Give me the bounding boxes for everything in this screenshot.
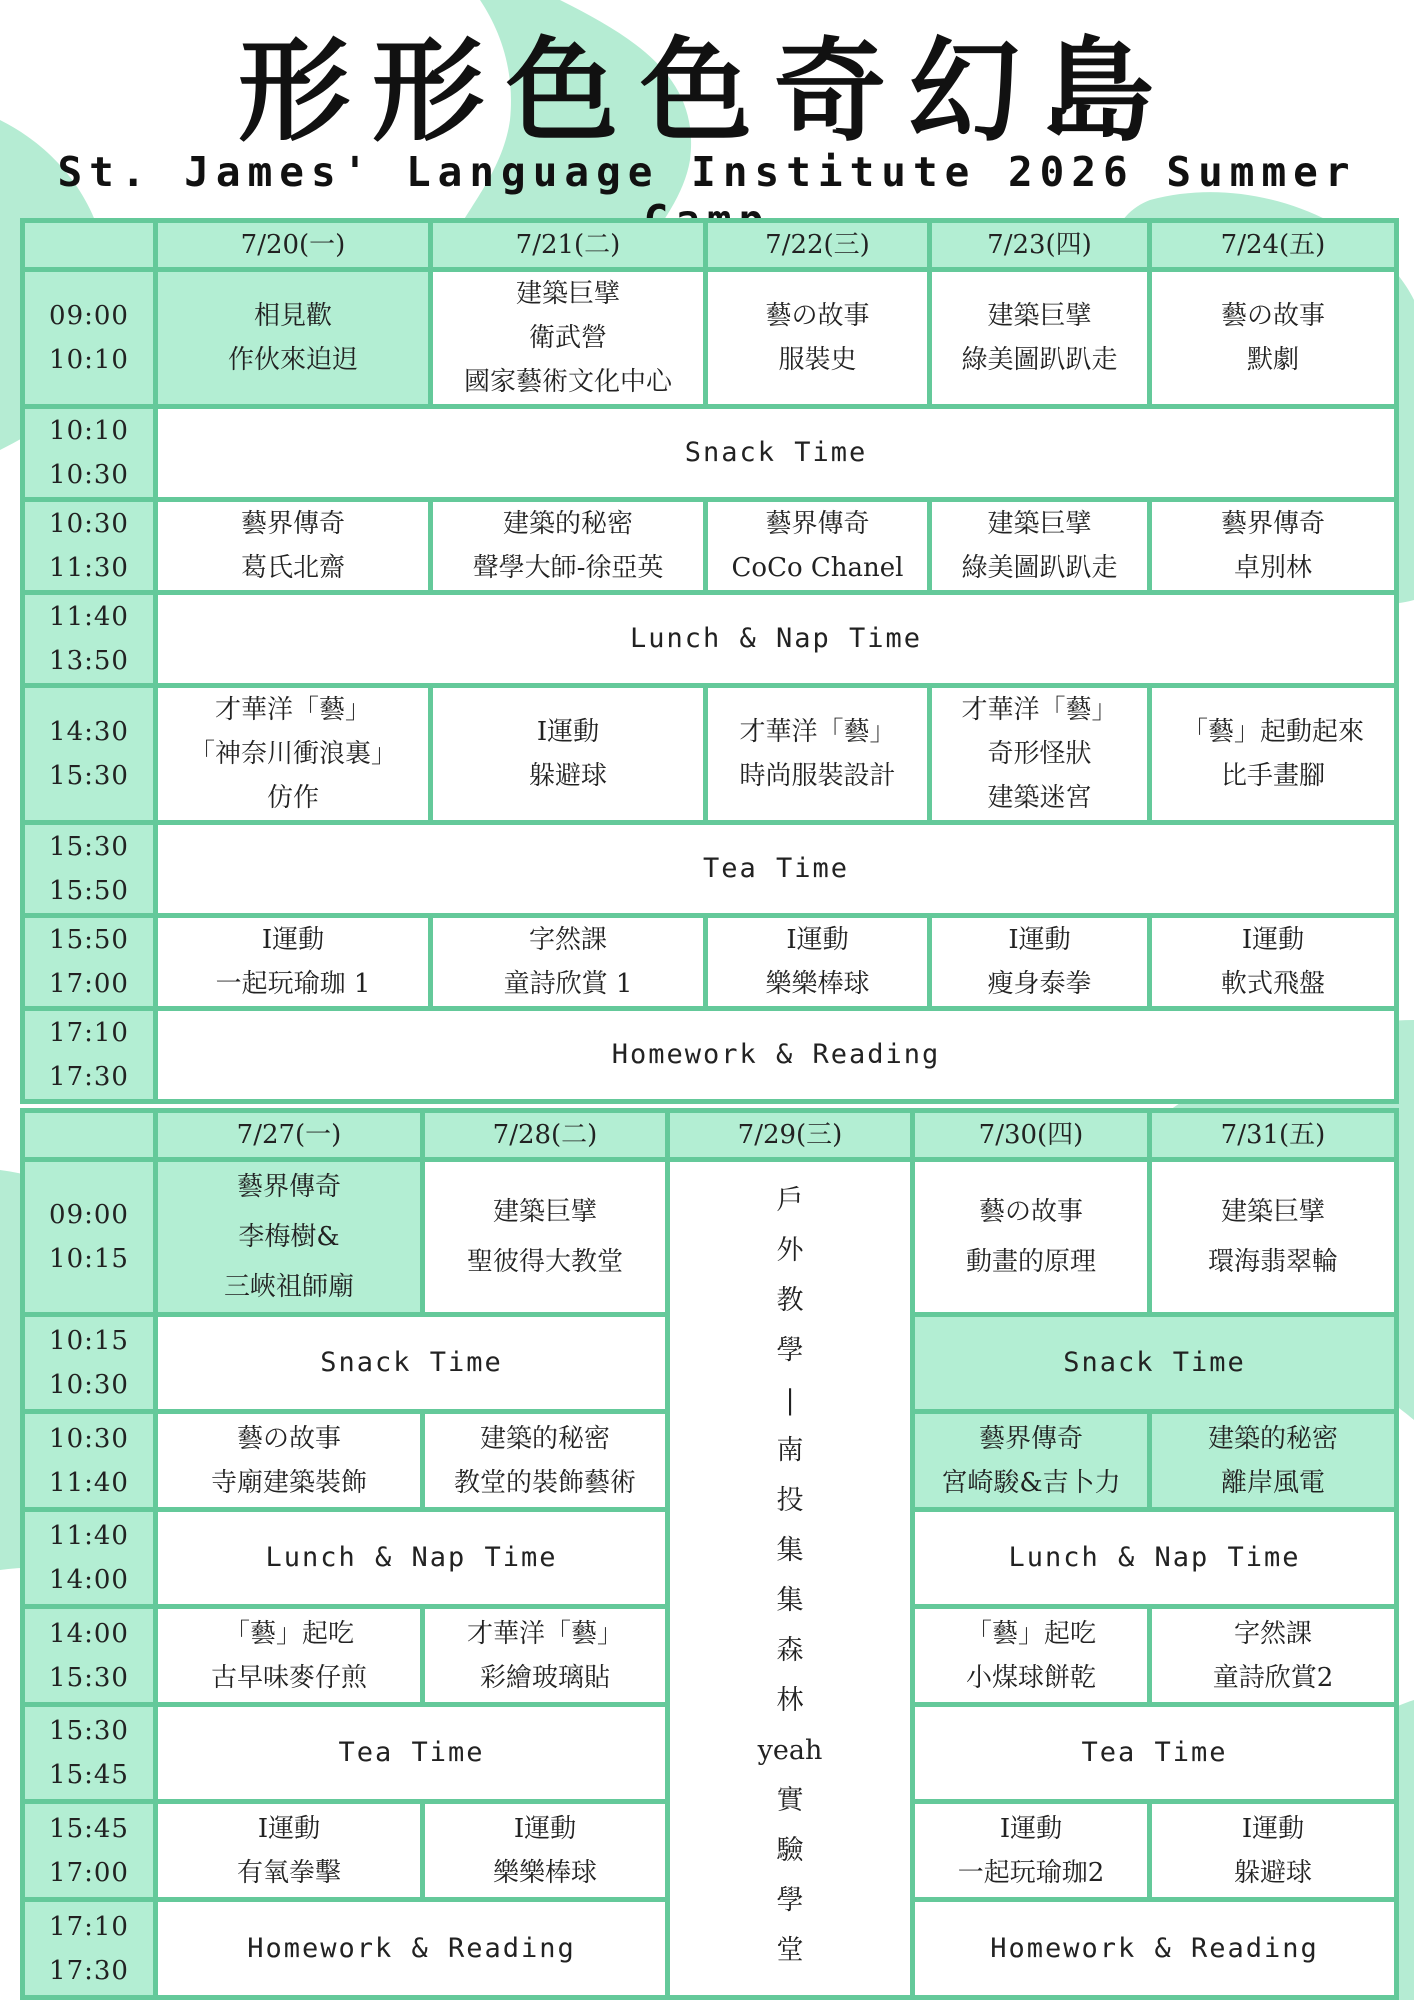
time-cell: 10:10 10:30 xyxy=(23,407,156,500)
homework-reading-cell: Homework & Reading xyxy=(913,1900,1397,1998)
activity-cell: 藝の故事 服裝史 xyxy=(706,270,930,407)
activity-cell: I運動 一起玩瑜珈 1 xyxy=(156,916,431,1009)
activity-cell: 「藝」起動起來 比手畫腳 xyxy=(1150,686,1397,823)
day-header: 7/20(一) xyxy=(156,221,431,270)
activity-cell: 相見歡 作伙來迫迌 xyxy=(156,270,431,407)
activity-cell: 藝の故事 默劇 xyxy=(1150,270,1397,407)
week1-schedule-table xyxy=(20,218,1399,1104)
lunch-time-cell: Lunch & Nap Time xyxy=(156,593,1397,686)
activity-cell: 建築巨擘 綠美圖趴趴走 xyxy=(930,500,1150,593)
day-header: 7/29(三) xyxy=(668,1111,913,1160)
time-cell: 10:30 11:30 xyxy=(23,500,156,593)
day-header: 7/22(三) xyxy=(706,221,930,270)
activity-cell: I運動 有氧拳擊 xyxy=(156,1802,423,1900)
time-cell: 14:00 15:30 xyxy=(23,1607,156,1705)
time-cell: 09:00 10:10 xyxy=(23,270,156,407)
tea-time-cell: Tea Time xyxy=(913,1705,1397,1802)
activity-cell: 藝界傳奇 卓別林 xyxy=(1150,500,1397,593)
tea-time-cell: Tea Time xyxy=(156,823,1397,916)
activity-cell: 字然課 童詩欣賞2 xyxy=(1150,1607,1397,1705)
activity-cell: 建築巨擘 環海翡翠輪 xyxy=(1150,1160,1397,1315)
snack-time-cell: Snack Time xyxy=(913,1315,1397,1412)
lunch-time-cell: Lunch & Nap Time xyxy=(913,1510,1397,1607)
day-header: 7/31(五) xyxy=(1150,1111,1397,1160)
time-cell: 17:10 17:30 xyxy=(23,1900,156,1998)
activity-cell: 字然課 童詩欣賞 1 xyxy=(431,916,706,1009)
activity-cell: I運動 樂樂棒球 xyxy=(423,1802,668,1900)
activity-cell: 建築的秘密 教堂的裝飾藝術 xyxy=(423,1412,668,1510)
time-cell: 17:10 17:30 xyxy=(23,1009,156,1102)
activity-cell: 才華洋「藝」 彩繪玻璃貼 xyxy=(423,1607,668,1705)
activity-cell: 藝界傳奇 CoCo Chanel xyxy=(706,500,930,593)
lunch-time-cell: Lunch & Nap Time xyxy=(156,1510,668,1607)
activity-cell: 建築巨擘 衛武營 國家藝術文化中心 xyxy=(431,270,706,407)
activity-cell: 藝の故事 動畫的原理 xyxy=(913,1160,1150,1315)
corner-cell xyxy=(23,221,156,270)
activity-cell: I運動 樂樂棒球 xyxy=(706,916,930,1009)
activity-cell: I運動 瘦身泰拳 xyxy=(930,916,1150,1009)
activity-cell: 建築的秘密 離岸風電 xyxy=(1150,1412,1397,1510)
time-cell: 10:15 10:30 xyxy=(23,1315,156,1412)
time-cell: 10:30 11:40 xyxy=(23,1412,156,1510)
time-cell: 14:30 15:30 xyxy=(23,686,156,823)
time-cell: 15:30 15:45 xyxy=(23,1705,156,1802)
outdoor-teaching-cell: 戶 外 教 學 | 南 投 集 集 森 林 yeah 實 驗 學 堂 xyxy=(668,1160,913,1998)
time-cell: 15:45 17:00 xyxy=(23,1802,156,1900)
snack-time-cell: Snack Time xyxy=(156,407,1397,500)
day-header: 7/23(四) xyxy=(930,221,1150,270)
time-cell: 11:40 14:00 xyxy=(23,1510,156,1607)
day-header: 7/30(四) xyxy=(913,1111,1150,1160)
homework-reading-cell: Homework & Reading xyxy=(156,1009,1397,1102)
activity-cell: I運動 一起玩瑜珈2 xyxy=(913,1802,1150,1900)
snack-time-cell: Snack Time xyxy=(156,1315,668,1412)
activity-cell: 才華洋「藝」 「神奈川衝浪裏」 仿作 xyxy=(156,686,431,823)
activity-cell: 藝界傳奇 李梅樹& 三峽祖師廟 xyxy=(156,1160,423,1315)
activity-cell: 建築的秘密 聲學大師-徐亞英 xyxy=(431,500,706,593)
page-title: 形形色色奇幻島 xyxy=(238,27,1176,157)
day-header: 7/27(一) xyxy=(156,1111,423,1160)
activity-cell: 藝界傳奇 葛氏北齋 xyxy=(156,500,431,593)
day-header: 7/21(二) xyxy=(431,221,706,270)
activity-cell: 「藝」起吃 小煤球餅乾 xyxy=(913,1607,1150,1705)
tea-time-cell: Tea Time xyxy=(156,1705,668,1802)
day-header: 7/24(五) xyxy=(1150,221,1397,270)
time-cell: 15:50 17:00 xyxy=(23,916,156,1009)
activity-cell: 藝界傳奇 宮崎駿&吉卜力 xyxy=(913,1412,1150,1510)
homework-reading-cell: Homework & Reading xyxy=(156,1900,668,1998)
page-subtitle: St. James' Language Institute 2026 Summer xyxy=(57,148,1357,196)
week2-schedule-table xyxy=(20,1108,1399,2000)
activity-cell: 才華洋「藝」 奇形怪狀 建築迷宮 xyxy=(930,686,1150,823)
activity-cell: 建築巨擘 綠美圖趴趴走 xyxy=(930,270,1150,407)
time-cell: 09:00 10:15 xyxy=(23,1160,156,1315)
activity-cell: 藝の故事 寺廟建築裝飾 xyxy=(156,1412,423,1510)
activity-cell: I運動 躲避球 xyxy=(1150,1802,1397,1900)
activity-cell: I運動 躲避球 xyxy=(431,686,706,823)
day-header: 7/28(二) xyxy=(423,1111,668,1160)
activity-cell: 建築巨擘 聖彼得大教堂 xyxy=(423,1160,668,1315)
time-cell: 15:30 15:50 xyxy=(23,823,156,916)
corner-cell xyxy=(23,1111,156,1160)
activity-cell: I運動 軟式飛盤 xyxy=(1150,916,1397,1009)
activity-cell: 「藝」起吃 古早味麥仔煎 xyxy=(156,1607,423,1705)
time-cell: 11:40 13:50 xyxy=(23,593,156,686)
activity-cell: 才華洋「藝」 時尚服裝設計 xyxy=(706,686,930,823)
